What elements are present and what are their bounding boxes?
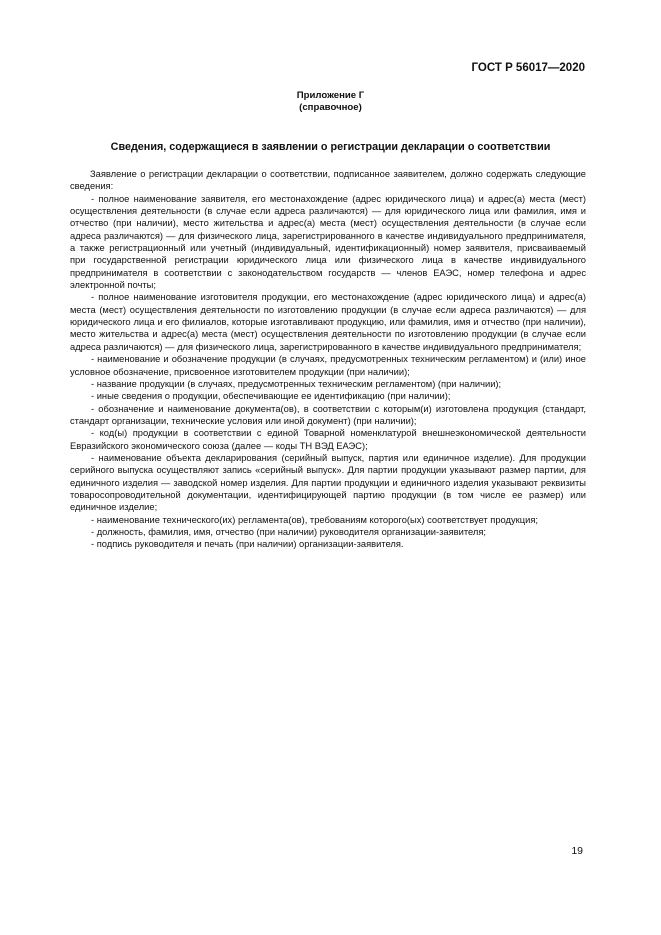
list-item: - полное наименование заявителя, его местонахождение (адрес юридического лица) и адрес(а) места (мест) осуществления деятельности (в случае если адреса различаются) — для юридического лица или фамилия, имя и отчество (при наличии), место жительства и адрес(а) места (мест) осуществления деятельности (в случае если адреса различаются) — для физического лица, зарегистрированного в качестве индивидуального предпринимателя, а также регистрационный или учетный (индивидуальный, идентификационный) номер заявителя, присваиваемый при государственной регистрации юридического лица или физического лица в качестве индивидуального предпринимателя в соответствии с законодательством государств — членов ЕАЭС, номер телефона и адрес электронной почты; [70,193,586,291]
appendix-subtitle: (справочное) [299,102,362,113]
appendix-title: Приложение Г [296,90,365,101]
page-number: 19 [571,845,583,857]
section-title: Сведения, содержащиеся в заявлении о регистрации декларации о соответствии [110,141,551,153]
list-item: - наименование и обозначение продукции (в случаях, предусмотренных техническим регламентом) и (или) иное условное обозначение, присвоенное изготовителем продукции (при наличии); [70,354,586,377]
list-item: - наименование объекта декларирования (серийный выпуск, партия или единичное изделие). Для продукции серийного выпуска осуществляют запись «серийный выпуск». Для партии продукции указывают размер партии, для единичного изделия — заводской номер изделия. Для партии продукции и единичного изделия указывают реквизиты товаросопроводительной документации, идентифицирующей партию продукции (в том числе ее размер) или единичное изделие; [70,452,586,513]
list-item: - должность, фамилия, имя, отчество (при наличии) руководителя организации-заявителя; [91,526,487,537]
list-item: - подпись руководителя и печать (при наличии) организации-заявителя. [91,539,404,550]
list-item: - полное наименование изготовителя продукции, его местонахождение (адрес юридического лица) и адрес(а) места (мест) осуществления деятельности по изготовлению продукции (в случае если адреса различаются) — для юридического лица и его филиалов, которые изготавливают продукцию, или фамилия, имя и отчество (при наличии), место жительства и адрес(а) места (мест) осуществления деятельности по изготовлению продукции (в случае если адреса различаются) — для физического лица, зарегистрированного в качестве индивидуального предпринимателя; [70,292,586,352]
document-body [70,168,586,551]
intro-paragraph: Заявление о регистрации декларации о соответствии, подписанное заявителем, должно содержать следующие сведения: [70,169,586,192]
list-item: - код(ы) продукции в соответствии с единой Товарной номенклатурой внешнеэкономической деятельности Евразийского экономического союза (далее — коды ТН ВЭД ЕАЭС); [70,428,586,451]
list-item: - иные сведения о продукции, обеспечивающие ее идентификацию (при наличии); [91,391,451,402]
appendix-heading [0,90,661,114]
list-item: - название продукции (в случаях, предусмотренных техническим регламентом) (при наличии); [91,378,502,389]
list-item: - наименование технического(их) регламента(ов), требованиям которого(ых) соответствует продукция; [91,514,538,525]
list-item: - обозначение и наименование документа(ов), в соответствии с которым(и) изготовлена продукция (стандарт, стандарт организации, технические условия или иной документ) (при наличии); [70,403,586,426]
document-header-standard: ГОСТ Р 56017—2020 [471,62,585,74]
